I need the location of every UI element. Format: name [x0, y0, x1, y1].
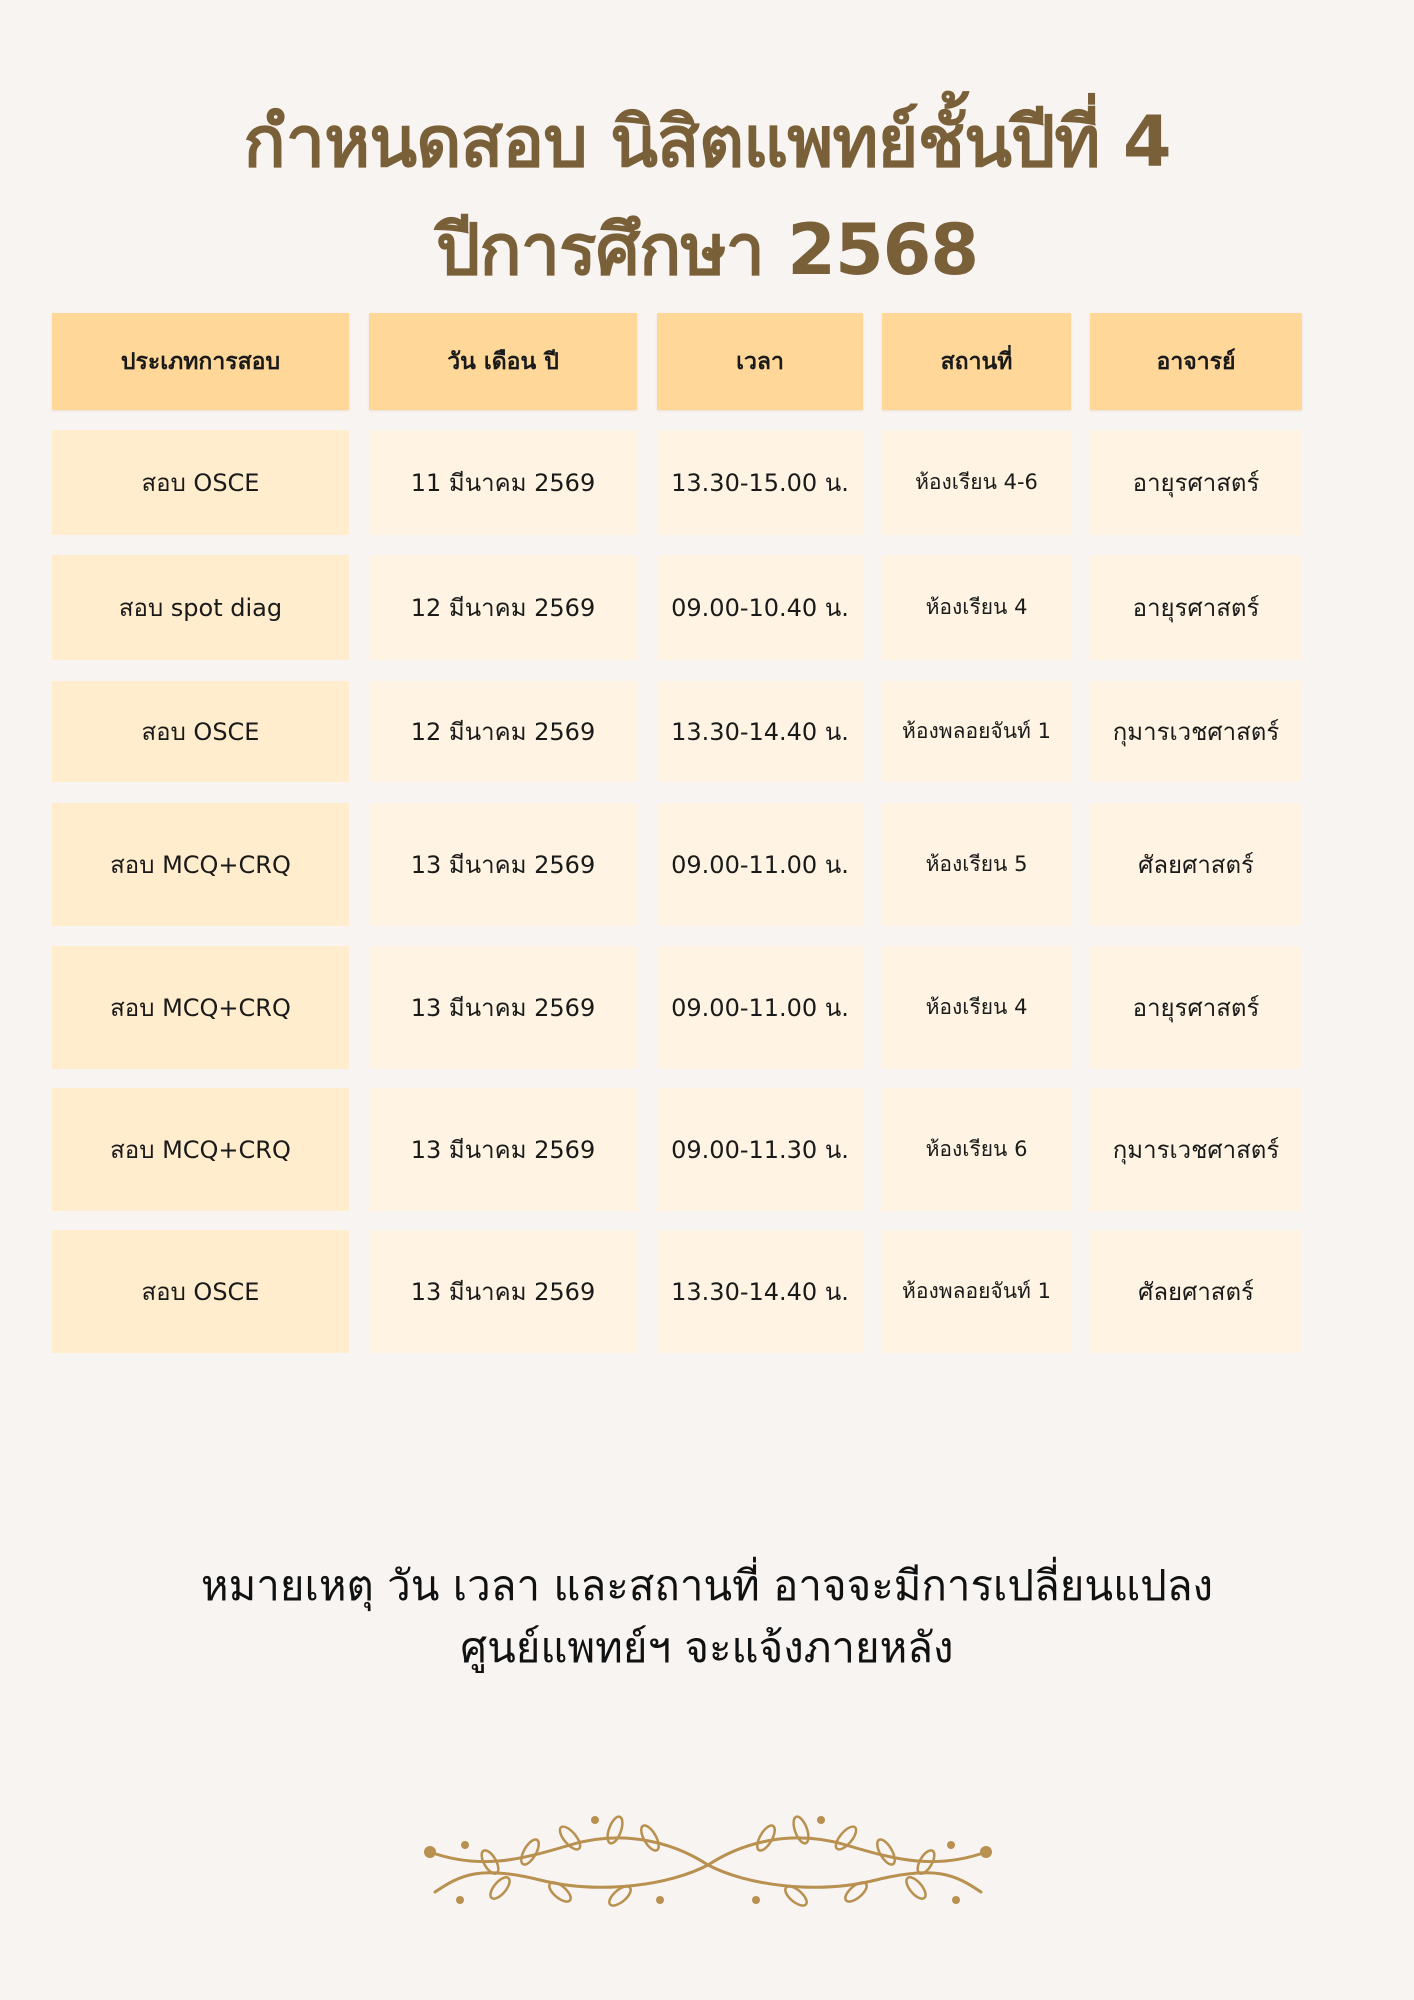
table-row-2-time: 09.00-10.40 น.: [657, 555, 863, 660]
table-row-5-exam-type: สอบ MCQ+CRQ: [52, 946, 349, 1069]
table-row-7-time: 13.30-14.40 น.: [657, 1230, 863, 1353]
table-row-5-time: 09.00-11.00 น.: [657, 946, 863, 1069]
table-row-4-exam-type: สอบ MCQ+CRQ: [52, 803, 349, 926]
table-row-4-location: ห้องเรียน 5: [882, 803, 1071, 926]
title-line-2: ปีการศึกษา 2568: [435, 209, 979, 291]
table-row-1-time: 13.30-15.00 น.: [657, 430, 863, 535]
table-row-1-exam-type: สอบ OSCE: [52, 430, 349, 535]
header-date: วัน เดือน ปี: [369, 313, 637, 410]
table-row-1-location: ห้องเรียน 4-6: [882, 430, 1071, 535]
table-row-4-date: 13 มีนาคม 2569: [369, 803, 637, 926]
table-row-2-exam-type: สอบ spot diag: [52, 555, 349, 660]
table-row-2-date: 12 มีนาคม 2569: [369, 555, 637, 660]
table-row-6-date: 13 มีนาคม 2569: [369, 1088, 637, 1211]
table-row-3-date: 12 มีนาคม 2569: [369, 681, 637, 782]
page-title: [0, 88, 1414, 304]
table-row-3-location: ห้องพลอยจันท์ 1: [882, 681, 1071, 782]
header-exam-type: ประเภทการสอบ: [52, 313, 349, 410]
footnote: [0, 1555, 1414, 1679]
header-time: เวลา: [657, 313, 863, 410]
table-row-5-instructor: อายุรศาสตร์: [1090, 946, 1302, 1069]
header-instructor: อาจารย์: [1090, 313, 1302, 410]
table-row-2-location: ห้องเรียน 4: [882, 555, 1071, 660]
footnote-line-2: ศูนย์แพทย์ฯ จะแจ้งภายหลัง: [460, 1623, 954, 1672]
floral-vine-divider-icon: [420, 1800, 996, 1910]
table-row-3-time: 13.30-14.40 น.: [657, 681, 863, 782]
table-row-5-location: ห้องเรียน 4: [882, 946, 1071, 1069]
table-row-5-date: 13 มีนาคม 2569: [369, 946, 637, 1069]
table-row-6-time: 09.00-11.30 น.: [657, 1088, 863, 1211]
title-line-1: กำหนดสอบ นิสิตแพทย์ชั้นปีที่ 4: [243, 101, 1171, 183]
table-row-6-location: ห้องเรียน 6: [882, 1088, 1071, 1211]
table-row-4-instructor: ศัลยศาสตร์: [1090, 803, 1302, 926]
header-location: สถานที่: [882, 313, 1071, 410]
table-row-1-instructor: อายุรศาสตร์: [1090, 430, 1302, 535]
table-row-4-time: 09.00-11.00 น.: [657, 803, 863, 926]
table-row-6-exam-type: สอบ MCQ+CRQ: [52, 1088, 349, 1211]
table-row-7-location: ห้องพลอยจันท์ 1: [882, 1230, 1071, 1353]
table-row-2-instructor: อายุรศาสตร์: [1090, 555, 1302, 660]
footnote-line-1: หมายเหตุ วัน เวลา และสถานที่ อาจจะมีการเปลี่ยนแปลง: [200, 1561, 1214, 1610]
table-row-7-date: 13 มีนาคม 2569: [369, 1230, 637, 1353]
table-row-3-instructor: กุมารเวชศาสตร์: [1090, 681, 1302, 782]
table-row-7-instructor: ศัลยศาสตร์: [1090, 1230, 1302, 1353]
table-row-1-date: 11 มีนาคม 2569: [369, 430, 637, 535]
table-row-6-instructor: กุมารเวชศาสตร์: [1090, 1088, 1302, 1211]
table-row-3-exam-type: สอบ OSCE: [52, 681, 349, 782]
table-row-7-exam-type: สอบ OSCE: [52, 1230, 349, 1353]
